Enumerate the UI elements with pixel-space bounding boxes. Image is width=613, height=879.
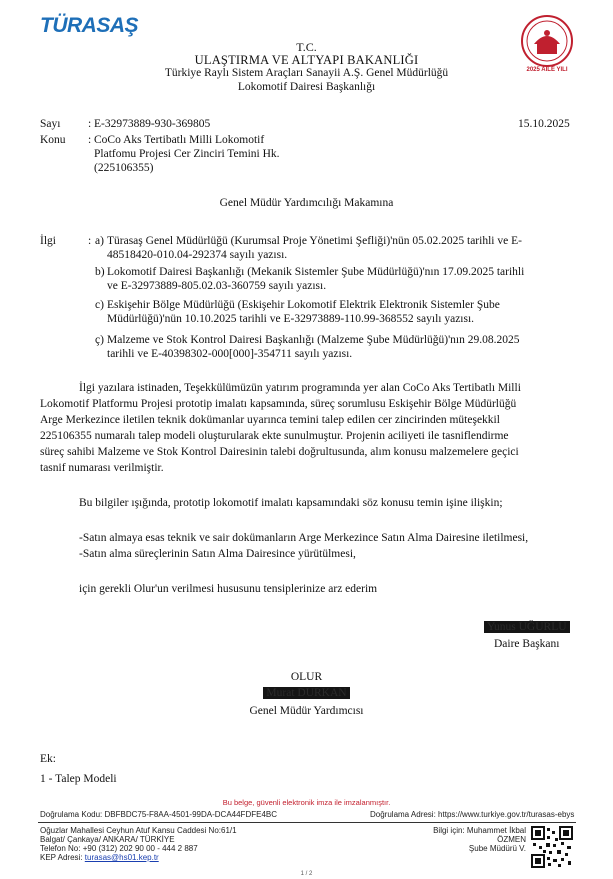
address-line-3: Telefon No: +90 (312) 202 90 00 - 444 2 887 [40,844,198,853]
ilgi-label: İlgi [40,235,56,247]
footer-divider [38,822,576,823]
body-bullet-1: -Satın almaya esas teknik ve sair dokümanların Arge Merkezince Satın Alma Dairesine iletilmesi, [79,532,529,544]
header-department: Lokomotif Dairesi Başkanlığı [237,81,376,93]
attachment-item: 1 - Talep Modeli [40,773,117,785]
body-p1-line-5: süreç sahibi Malzeme ve Stok Kontrol Dairesinin talebi doğrultusunda, alım konusu malzemelere geçici [40,446,519,458]
body-p1-line-1: İlgi yazılara istinaden, Teşekkülümüzün yatırım programında yer alan CoCo Aks Tertibatlı Milli [79,382,521,394]
document-date: 15.10.2025 [518,118,570,130]
ilgi-c-line-2: Müdürlüğü)'nün 10.10.2025 tarihli ve E-32973889-110.99-368552 sayılı yazısı. [107,313,475,325]
ilgi-marker-b: b) [95,266,105,278]
body-p1-line-2: Lokomotif Platformu Projesi prototip imalatı kapsamında, süreç sorumlusu Eskişehir Bölge Müdürlüğü [40,398,517,410]
body-p2: Bu bilgiler ışığında, prototip lokomotif imalatı kapsamındaki söz konusu temin işine ilişkin; [79,497,503,509]
addressee: Genel Müdür Yardımcılığı Makamına [219,197,394,209]
ilgi-a-line-2: 48518420-010.04-292374 sayılı yazısı. [107,249,288,261]
konu-label: Konu [40,134,66,146]
info-line-3: Şube Müdürü V. [468,844,526,853]
qr-code-icon [531,826,573,868]
body-closing: için gerekli Olur'un verilmesi hususunu tensiplerinize arz ederim [79,583,378,595]
konu-line-1: CoCo Aks Tertibatlı Milli Lokomotif [94,134,265,146]
kep-address: KEP Adresi: turasas@hs01.kep.tr [40,853,159,862]
header-company: Türkiye Raylı Sistem Araçları Sanayii A.Ş. Genel Müdürlüğü [164,67,449,79]
ilgi-cc-line-2: tarihli ve E-40398302-000[000]-354711 sayılı yazısı. [107,348,353,360]
ilgi-marker-cc: ç) [95,334,104,346]
approval-olur: OLUR [290,671,323,683]
ilgi-c-line-1: Eskişehir Bölge Müdürlüğü (Eskişehir Lokomotif Elektrik Elektronik Sistemler Şube [107,299,500,311]
body-p1-line-3: Arge Merkezince iletilen teknik dokümanlar uyarınca temini talep edilen cer zincirinden müteşekkil [40,414,500,426]
seal-caption: 2025 AİLE YILI [526,67,568,73]
sayi-label: Sayı [40,118,61,130]
header-tc: T.C. [296,40,317,54]
ilgi-marker-c: c) [95,299,104,311]
ilgi-cc-line-1: Malzeme ve Stok Kontrol Dairesi Başkanlığı (Malzeme Şube Müdürlüğü)'nın 29.08.2025 [107,334,520,346]
sayi-colon: : [88,118,92,130]
address-line-1: Oğuzlar Mahallesi Ceyhun Atuf Kansu Caddesi No:61/1 [40,826,237,835]
ilgi-a-line-1: Türasaş Genel Müdürlüğü (Kurumsal Proje Yönetimi Şefliği)'nün 05.02.2025 tarihli ve E- [107,235,522,247]
approver-title: Genel Müdür Yardımcısı [249,705,364,717]
kep-link[interactable]: turasas@hs01.kep.tr [84,853,159,862]
address-line-2: Balgat/ Çankaya/ ANKARA/ TÜRKİYE [40,835,175,844]
signer-title: Daire Başkanı [494,638,560,650]
body-p1-line-4: 225106355 numaralı talep modeli oluşturularak ekte sunulmuştur. Projenin aciliyeti ile tasniflendirme [40,430,509,442]
info-line-2: ÖZMEN [497,835,526,844]
konu-line-2: Platfomu Projesi Cer Zinciri Temini Hk. [94,148,280,160]
ilgi-colon: : [88,235,92,247]
verify-address: Doğrulama Adresi: https://www.turkiye.gov.tr/turasas-ebys [370,810,575,819]
signer-name-redacted: Yunus UĞURLU [484,620,570,634]
konu-colon: : [88,134,92,146]
attachments-label: Ek: [40,753,56,765]
ilgi-b-line-1: Lokomotif Dairesi Başkanlığı (Mekanik Sistemler Şube Müdürlüğü)'nın 17.09.2025 tarihli [107,266,525,278]
page-number: 1 / 2 [300,871,313,877]
esign-note: Bu belge, güvenli elektronik imza ile imzalanmıştır. [222,798,391,807]
body-bullet-2: -Satın alma süreçlerinin Satın Alma Dairesince yürütülmesi, [79,548,356,560]
info-line-1: Bilgi için: Muhammet İkbal [433,826,526,835]
verify-code: Doğrulama Kodu: DBFBDC75-F8AA-4501-99DA-DCA44FDFE4BC [40,810,277,819]
konu-line-3: (225106355) [94,162,154,174]
turasas-logo: TÜRASAŞ [40,14,139,37]
ilgi-b-line-2: ve E-32973889-805.02.03-360759 sayılı yazısı. [107,280,327,292]
ilgi-marker-a: a) [95,235,104,247]
approver-name-redacted: Murat DURKAN [0,686,613,700]
header-ministry: ULAŞTIRMA VE ALTYAPI BAKANLIĞI [194,53,419,67]
sayi-value: E-32973889-930-369805 [94,118,211,130]
body-p1-line-6: tasnif numarası verilmiştir. [40,462,164,474]
